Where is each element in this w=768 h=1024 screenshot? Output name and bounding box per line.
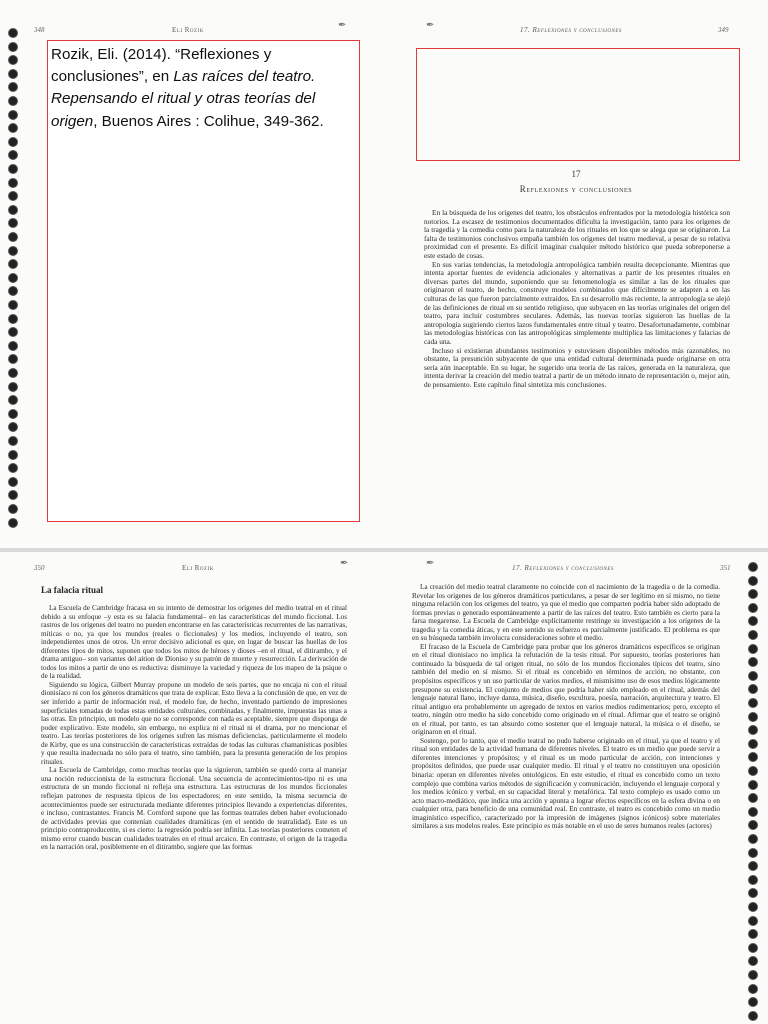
spiral-hole bbox=[748, 725, 758, 735]
spiral-hole bbox=[8, 69, 18, 79]
spiral-hole bbox=[748, 902, 758, 912]
paragraph: En la búsqueda de los orígenes del teatro, los obstáculos enfrentados por la metodología histórica son notorios. La escasez de testimonios documentados dificulta la investigación, tanto para los orígenes de la tragedia y la comedia como para la naturaleza de los rituales en los que se alega que se originaron. La falta de testimonios conclusivos empaña también los orígenes del teatro medieval, a pesar de su relativa proximidad con el presente. Es difícil imaginar cualquier método histórico que pueda sobreponerse a este estado de cosas. bbox=[424, 208, 730, 260]
spiral-hole bbox=[8, 409, 18, 419]
running-head: Eli Rozik bbox=[172, 26, 204, 34]
spiral-hole bbox=[748, 984, 758, 994]
spiral-hole bbox=[8, 150, 18, 160]
spiral-hole bbox=[8, 137, 18, 147]
chapter-number: 17 bbox=[571, 169, 581, 179]
spiral-hole bbox=[748, 1011, 758, 1021]
spiral-hole bbox=[8, 82, 18, 92]
paragraph: La creación del medio teatral claramente no coincide con el nacimiento de la tragedia o de la comedia. Revelar los orígenes de los géneros dramáticos particulares, a pesar de ser legítimo en sí mismo, no tiene ninguna relación con los orígenes del teatro, ya que el medio que comparten podría haber sido adoptado de formas previas o generado espontáneamente a partir de las raíces del teatro. Esto también es cierto para la farsa megarense. La Escuela de Cambridge explícitamente restringe su investigación a los orígenes de la tragedia y la comedia áticas, y en este sentido su esfuerzo es parcialmente justificado. El problema es que en su búsqueda también involucra consideraciones sobre el medio. bbox=[412, 583, 720, 643]
spiral-hole bbox=[8, 246, 18, 256]
spiral-hole bbox=[8, 55, 18, 65]
citation-box bbox=[47, 40, 360, 522]
spiral-hole bbox=[748, 970, 758, 980]
running-head: 17. Reflexiones y conclusiones bbox=[520, 26, 622, 34]
spiral-hole bbox=[8, 327, 18, 337]
page-349 bbox=[384, 0, 768, 548]
spiral-hole bbox=[748, 712, 758, 722]
spiral-hole bbox=[8, 463, 18, 473]
paragraph: La Escuela de Cambridge fracasa en su intento de demostrar los orígenes del medio teatral en el ritual debido a su enfoque –y esta es su falacia fundamental– en las características del mundo ficcional. Los rastros de los orígenes del teatro no pueden encontrarse en las características recurrentes de las narrativas, míticas o no, ya que los mundos (reales o ficcionales) y los medios, incluyendo el teatro, son independientes unos de otros. Un error decisivo adicional es que, en lugar de buscar las huellas de los diferentes tipos de mitos, suponen que todos los mitos de héroes y dioses –en el ritual, el ditirambo, y el drama antiguo– son variantes del aition de Dioniso y su patrón de muerte y resurrección. La derivación de todos los mitos a partir de uno es reductiva: disminuye la variedad y riqueza de los mapeo de la psique o de la realidad. bbox=[41, 604, 347, 681]
spiral-hole bbox=[8, 96, 18, 106]
citation-part2: , Buenos Aires : Colihue, 349-362. bbox=[93, 112, 324, 130]
spiral-hole bbox=[8, 368, 18, 378]
page-348 bbox=[0, 0, 384, 548]
spiral-hole bbox=[8, 490, 18, 500]
spiral-hole bbox=[748, 589, 758, 599]
page-number: 348 bbox=[34, 26, 45, 34]
spiral-hole bbox=[748, 657, 758, 667]
quill-ornament-icon: ✒ bbox=[426, 20, 435, 31]
spiral-hole bbox=[748, 684, 758, 694]
spiral-hole bbox=[748, 671, 758, 681]
spiral-hole bbox=[8, 504, 18, 514]
spiral-hole bbox=[8, 205, 18, 215]
paragraph: El fracaso de la Escuela de Cambridge para probar que los géneros dramáticos específicos se originan en el ritual dionisíaco no implica la refutación de la tesis ritual. Por supuesto, teorías posteriores han continuado la búsqueda de tal origen ritual, no sólo de los mundos ficcionales típicos del teatro, sino también del medio en sí mismo. Si el ritual es concebido en términos de acción, no obstante, con propósitos específicos y un uso particular de varios medios, el mismísimo uso de esos medios lógicamente presupone su existencia. El conjunto de medios que podría haber sido empleado en el ritual, además del lenguaje natural llano, incluye danza, música, diseño, escultura, poesía, narración, arquitectura y teatro. El ritual antiguo era probablemente un agregado de textos en varios medios rudimentarios; pero, excepto el teatro, ningún otro medio ha sido concebido como originado en el ritual. Afirmar que el teatro se originó en el ritual, por tanto, es tan absurdo como sostener que el lenguaje natural, la música o el diseño, se originaron en el ritual. bbox=[412, 642, 720, 737]
page-350 bbox=[0, 552, 384, 1024]
paragraph: La Escuela de Cambridge, como muchas teorías que la siguieron, también se quedó corta al manejar una noción reduccionista de la estructura ficcional. Una secuencia de acontecimientos-tipo ni es una estructura de un mundo ficcional ni refleja una estructura. Las estructuras de los mundos ficcionales reflejan patrones de respuesta típicos de los espectadores; en este sentido, la misma secuencia de acontecimientos puede ser estructurada mediante diferentes principios llevando a experiencias diferentes, e incluso, contrastantes. Francis M. Cornford supone que las formas teatrales deben haber evolucionado de actividades previas que contenían cualidades dramáticas (en el sentido de teatralidad). Este es un principio contraproducente, si es cierto: la regresión podría ser infinita. Las teorías posteriores cometen el mismo error cuando buscan cualidades teatrales en el ritual arcaico. En contraste, el origen de la tragedia en la narración oral, posiblemente en el ditirambo, sugiere que las formas bbox=[41, 766, 347, 852]
quill-ornament-icon: ✒ bbox=[338, 20, 347, 31]
spiral-hole bbox=[8, 300, 18, 310]
citation-part1: Rozik, Eli. (2014). “Reflexiones y conclusiones”, en bbox=[51, 46, 272, 86]
spiral-hole bbox=[748, 875, 758, 885]
page-number: 350 bbox=[34, 564, 45, 572]
spiral-hole bbox=[8, 178, 18, 188]
spiral-hole bbox=[8, 518, 18, 528]
paragraph: Siguiendo su lógica, Gilbert Murray propone un modelo de seis partes, que no encaja ni con el ritual dionisíaco ni con los géneros dramáticos que trata de explicar. Esto lleva a la conclusión de que, en vez de ser inferido a partir de información real, el modelo fue, de hecho, inventado partiendo de impresiones superficiales tomadas de todas estas entidades culturales, combinadas, y finalmente, impuestas las unas a las otras. En principio, un modelo que no se corresponde con nada es aceptable, siempre que disponga de poder explicativo. Este modelo, sin embargo, no explica ni el ritual ni el drama, por no mencionar el teatro. Las teorías posteriores de los orígenes sufren las mismas deficiencias, particularmente el modelo de Kirby, que es una construcción de características extraídas de todas las culturas chamanísticas posibles y que resulta inadecuada no sólo para el teatro, sino también, para la presunta generación de los propios rituales. bbox=[41, 680, 347, 766]
section-body bbox=[41, 604, 347, 852]
spiral-hole bbox=[748, 603, 758, 613]
spiral-hole bbox=[748, 956, 758, 966]
chapter-body bbox=[424, 209, 730, 389]
spiral-hole bbox=[748, 739, 758, 749]
spiral-hole bbox=[8, 395, 18, 405]
spiral-hole bbox=[8, 341, 18, 351]
spiral-hole bbox=[8, 477, 18, 487]
spiral-hole bbox=[748, 576, 758, 586]
spiral-hole bbox=[748, 766, 758, 776]
spiral-hole bbox=[8, 218, 18, 228]
spiral-hole bbox=[8, 436, 18, 446]
spiral-hole bbox=[8, 259, 18, 269]
paragraph: Sostengo, por lo tanto, que el medio teatral no pudo haberse originado en el ritual, ya que el teatro y el ritual son entidades de la actividad humana de diferentes niveles. El teatro es un medio que puede servir a diferentes intenciones y propósitos; y el ritual es un modo particular de acción, con intenciones y propósitos definidos, que puede usar cualquier medio. El ritual y el teatro no constituyen una oposición binaria: operan en diferentes niveles ontológicos. En este estudio, el ritual es concebido como un texto complejo que combina varios métodos de significación y comunicación, incluyendo el lenguaje corporal y los medios icónico y verbal, en su capacidad literal y metafórica. Tal texto complejo es usado como un acto macro-mediático, que indica una acción y apunta a lograr efectos específicos en la esfera divina o en cualquier otra, para beneficio de una comunidad real. En contraste, el teatro es concebido como un medio imaginístico específico, caracterizado por la impresión de imágenes (signos icónicos) sobre materiales similares a sus modelos reales. Este principio es más notable en el uso de seres humanos reales (actores) bbox=[412, 736, 720, 831]
spiral-hole bbox=[748, 861, 758, 871]
citation-title: Las raíces del teatro. Repensando el ritual y otras teorías del origen bbox=[51, 68, 316, 130]
spiral-hole bbox=[748, 929, 758, 939]
chapter-title: Reflexiones y conclusiones bbox=[519, 184, 633, 194]
spiral-hole bbox=[748, 562, 758, 572]
spiral-hole bbox=[8, 286, 18, 296]
spiral-hole bbox=[8, 354, 18, 364]
spiral-hole bbox=[748, 616, 758, 626]
spiral-hole bbox=[748, 916, 758, 926]
page-number: 351 bbox=[720, 564, 731, 572]
spiral-hole bbox=[8, 450, 18, 460]
red-highlight-box bbox=[416, 48, 740, 161]
spiral-hole bbox=[748, 752, 758, 762]
spiral-hole bbox=[748, 698, 758, 708]
spiral-hole bbox=[748, 793, 758, 803]
page-number: 349 bbox=[718, 26, 729, 34]
spiral-hole bbox=[748, 630, 758, 640]
spiral-hole bbox=[748, 644, 758, 654]
page-351 bbox=[384, 552, 768, 1024]
running-head: Eli Rozik bbox=[182, 564, 214, 572]
spiral-hole bbox=[8, 191, 18, 201]
spiral-hole bbox=[8, 42, 18, 52]
spiral-hole bbox=[8, 164, 18, 174]
spiral-hole bbox=[8, 28, 18, 38]
spiral-hole bbox=[8, 232, 18, 242]
spiral-hole bbox=[8, 382, 18, 392]
running-head: 17. Reflexiones y conclusiones bbox=[512, 564, 614, 572]
spiral-hole bbox=[748, 780, 758, 790]
spiral-hole bbox=[748, 834, 758, 844]
spiral-hole bbox=[8, 110, 18, 120]
section-heading: La falacia ritual bbox=[41, 585, 103, 595]
paragraph: Incluso si existieran abundantes testimonios y estuviesen disponibles métodos más razonables, no obstante, la presunción subyacente de que una entidad cultural determinada puede originarse en otra sería aún inaceptable. En su lugar, he sugerido una teoría de las raíces, generada en la naturaleza, que intenta derivar la creación del medio teatral a partir de un método innato de representación o, mejor aún, de pensamiento. Este capítulo final sintetiza mis conclusiones. bbox=[424, 345, 730, 389]
spiral-hole bbox=[748, 888, 758, 898]
spiral-hole bbox=[748, 848, 758, 858]
quill-ornament-icon: ✒ bbox=[340, 558, 349, 569]
spiral-hole bbox=[8, 273, 18, 283]
page-body bbox=[412, 583, 720, 831]
spiral-hole bbox=[8, 123, 18, 133]
spiral-hole bbox=[8, 314, 18, 324]
spiral-hole bbox=[748, 807, 758, 817]
spiral-hole bbox=[8, 422, 18, 432]
paragraph: En sus varias tendencias, la metodología antropológica también resulta decepcionante. Mientras que intenta aportar fuentes de evidencia adicionales y alternativas a partir de los presentes rituales en diversas partes del mundo, suponiendo que su fenomenología es similar a las de los rituales que originaron el teatro, de hecho, construye modelos combinados que difícilmente se adapten a en las culturas de las que fueron parcialmente extraídos. En su desarrollo más reciente, la antropología se alejó de las definiciones de ritual en su sentido religioso, que subyacen en las teorías originales del origen del teatro, para incluir costumbres seculares. Además, las nuevas teorías siguieron las huellas de la antropología sugiriendo ciertos lazos fundamentales entre ritual y teatro. Desafortunadamente, combinar las metodologías históricas con las antropológicas simplemente multiplica las limitaciones y falacias de cada una. bbox=[424, 259, 730, 346]
spiral-hole bbox=[748, 820, 758, 830]
quill-ornament-icon: ✒ bbox=[426, 558, 435, 569]
spiral-hole bbox=[748, 943, 758, 953]
spiral-hole bbox=[748, 997, 758, 1007]
